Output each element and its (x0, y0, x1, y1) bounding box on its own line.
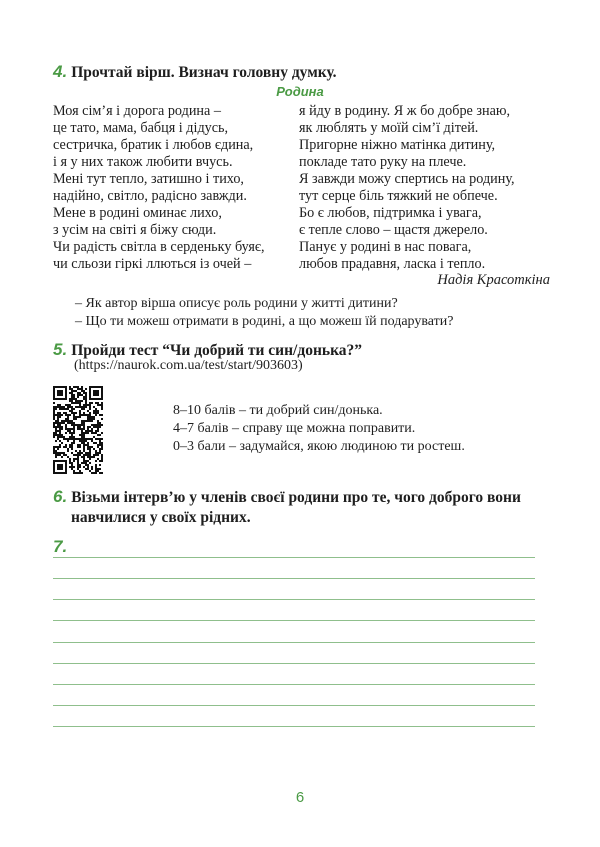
writing-line[interactable] (53, 684, 535, 685)
poem-line: Бо є любов, підтримка і увага, (299, 205, 482, 221)
discussion-questions (75, 295, 453, 331)
poem-left-column (53, 103, 265, 273)
question: – Як автор вірша описує роль родини у житті дитини? (75, 296, 398, 311)
poem-line: Пригорне ніжно матінка дитину, (299, 137, 496, 153)
poem-line: це тато, мама, бабця і дідусь, (53, 120, 229, 136)
poem-line: з усім на світі я біжу сюди. (53, 222, 217, 238)
poem-line: Панує у родині в нас повага, (299, 239, 472, 255)
poem-line: покладе тато руку на плече. (299, 154, 467, 170)
task-7-heading: 7. (53, 537, 68, 556)
task-title: Пройди тест “Чи добрий ти син/донька?” (71, 342, 363, 359)
poem-line: і я у них також любити вчусь. (53, 154, 233, 170)
writing-line[interactable] (53, 642, 535, 643)
poem-line: Мене в родині оминає лихо, (53, 205, 222, 221)
task-title-continued: навчилися у своїх рідних. (71, 509, 251, 526)
task-title: Візьми інтерв’ю у членів своєї родини про те, чого доброго вони (71, 489, 521, 506)
qr-code-icon[interactable] (53, 386, 103, 474)
page-number: 6 (295, 789, 305, 806)
task-number: 6 (53, 487, 63, 506)
task-title: Прочтай вірш. Визнач головну думку. (71, 64, 337, 81)
poem-line: любов прадавня, ласка і тепло. (299, 256, 486, 272)
score-line: 0–3 бали – задумайся, якою людиною ти ростеш. (173, 439, 465, 454)
task-number: 4 (53, 62, 63, 81)
poem-author: Надія Красоткіна (437, 272, 550, 288)
score-line: 8–10 балів – ти добрий син/донька. (173, 403, 383, 418)
question: – Що ти можеш отримати в родині, а що можеш їй подарувати? (75, 314, 454, 329)
poem-line: є тепле слово – щастя джерело. (299, 222, 488, 238)
task-4-heading: 4. Прочтай вірш. Визнач головну думку. (53, 62, 337, 81)
poem-line: надійно, світло, радісно завжди. (53, 188, 247, 204)
writing-line[interactable] (53, 599, 535, 600)
poem-line: я йду в родину. Я ж бо добре знаю, (299, 103, 511, 119)
writing-line[interactable] (53, 557, 535, 558)
poem-right-column (299, 103, 515, 273)
task-number: 7 (53, 537, 63, 556)
test-url[interactable]: (https://naurok.com.ua/test/start/903603) (74, 358, 303, 373)
task-number: 5 (53, 340, 63, 359)
writing-line[interactable] (53, 620, 535, 621)
writing-line[interactable] (53, 726, 535, 727)
poem-line: сестричка, братик і любов єдина, (53, 137, 254, 153)
poem-line: чи сльози гіркі ллються із очей – (53, 256, 252, 272)
score-line: 4–7 балів – справу ще можна поправити. (173, 421, 416, 436)
poem-line: Я завжди можу спертись на родину, (299, 171, 515, 187)
poem-line: Мені тут тепло, затишно і тихо, (53, 171, 244, 187)
poem-line: як люблять у моїй сім’ї дітей. (299, 120, 479, 136)
poem-line: тут серце біль тяжкий не обпече. (299, 188, 498, 204)
score-legend (173, 402, 465, 456)
poem-line: Моя сім’я і дорога родина – (53, 103, 221, 119)
writing-line[interactable] (53, 578, 535, 579)
poem-line: Чи радість світла в серденьку буяє, (53, 239, 265, 255)
writing-line[interactable] (53, 663, 535, 664)
task-5-heading: 5. Пройди тест “Чи добрий ти син/донька?” (53, 340, 363, 359)
writing-line[interactable] (53, 705, 535, 706)
task-6-heading: 6. Візьми інтерв’ю у членів своєї родини про те, чого доброго вони навчилися у своїх рідних. (53, 487, 521, 526)
poem-title: Родина (276, 84, 324, 99)
